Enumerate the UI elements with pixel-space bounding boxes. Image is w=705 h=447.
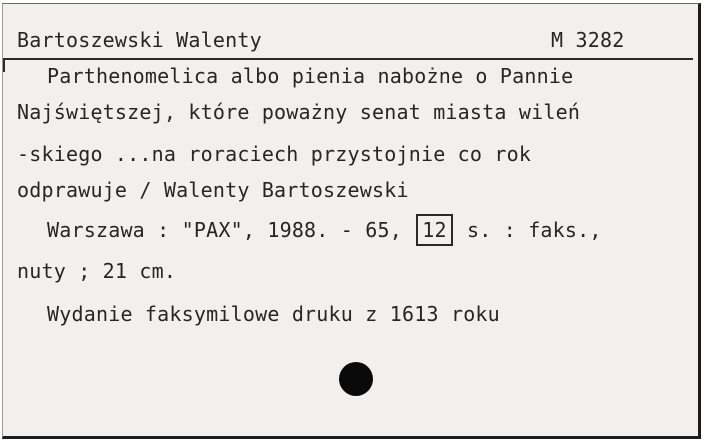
imprint-suffix: s. : faks.,	[466, 218, 602, 242]
catalog-card	[2, 3, 701, 439]
author-heading: Bartoszewski Walenty	[17, 28, 262, 52]
title-line-3: -skiego ...na roraciech przystojnie co rok	[17, 142, 532, 166]
heading-rule-tick	[3, 58, 5, 72]
title-line-4: odprawuje / Walenty Bartoszewski	[17, 178, 409, 202]
punch-hole	[339, 362, 373, 396]
imprint-line	[47, 214, 602, 246]
physical-description: nuty ; 21 cm.	[17, 259, 177, 283]
imprint-prefix: Warszawa : "PAX", 1988. - 65,	[47, 218, 402, 242]
title-line-1: Parthenomelica albo pienia nabożne o Pannie	[47, 64, 574, 88]
boxed-page-count: 12	[416, 214, 452, 246]
call-number: M 3282	[551, 28, 625, 52]
heading-rule	[3, 58, 693, 60]
edition-note: Wydanie faksymilowe druku z 1613 roku	[47, 302, 500, 326]
title-line-2: Najświętszej, które poważny senat miasta wileń	[17, 100, 581, 124]
